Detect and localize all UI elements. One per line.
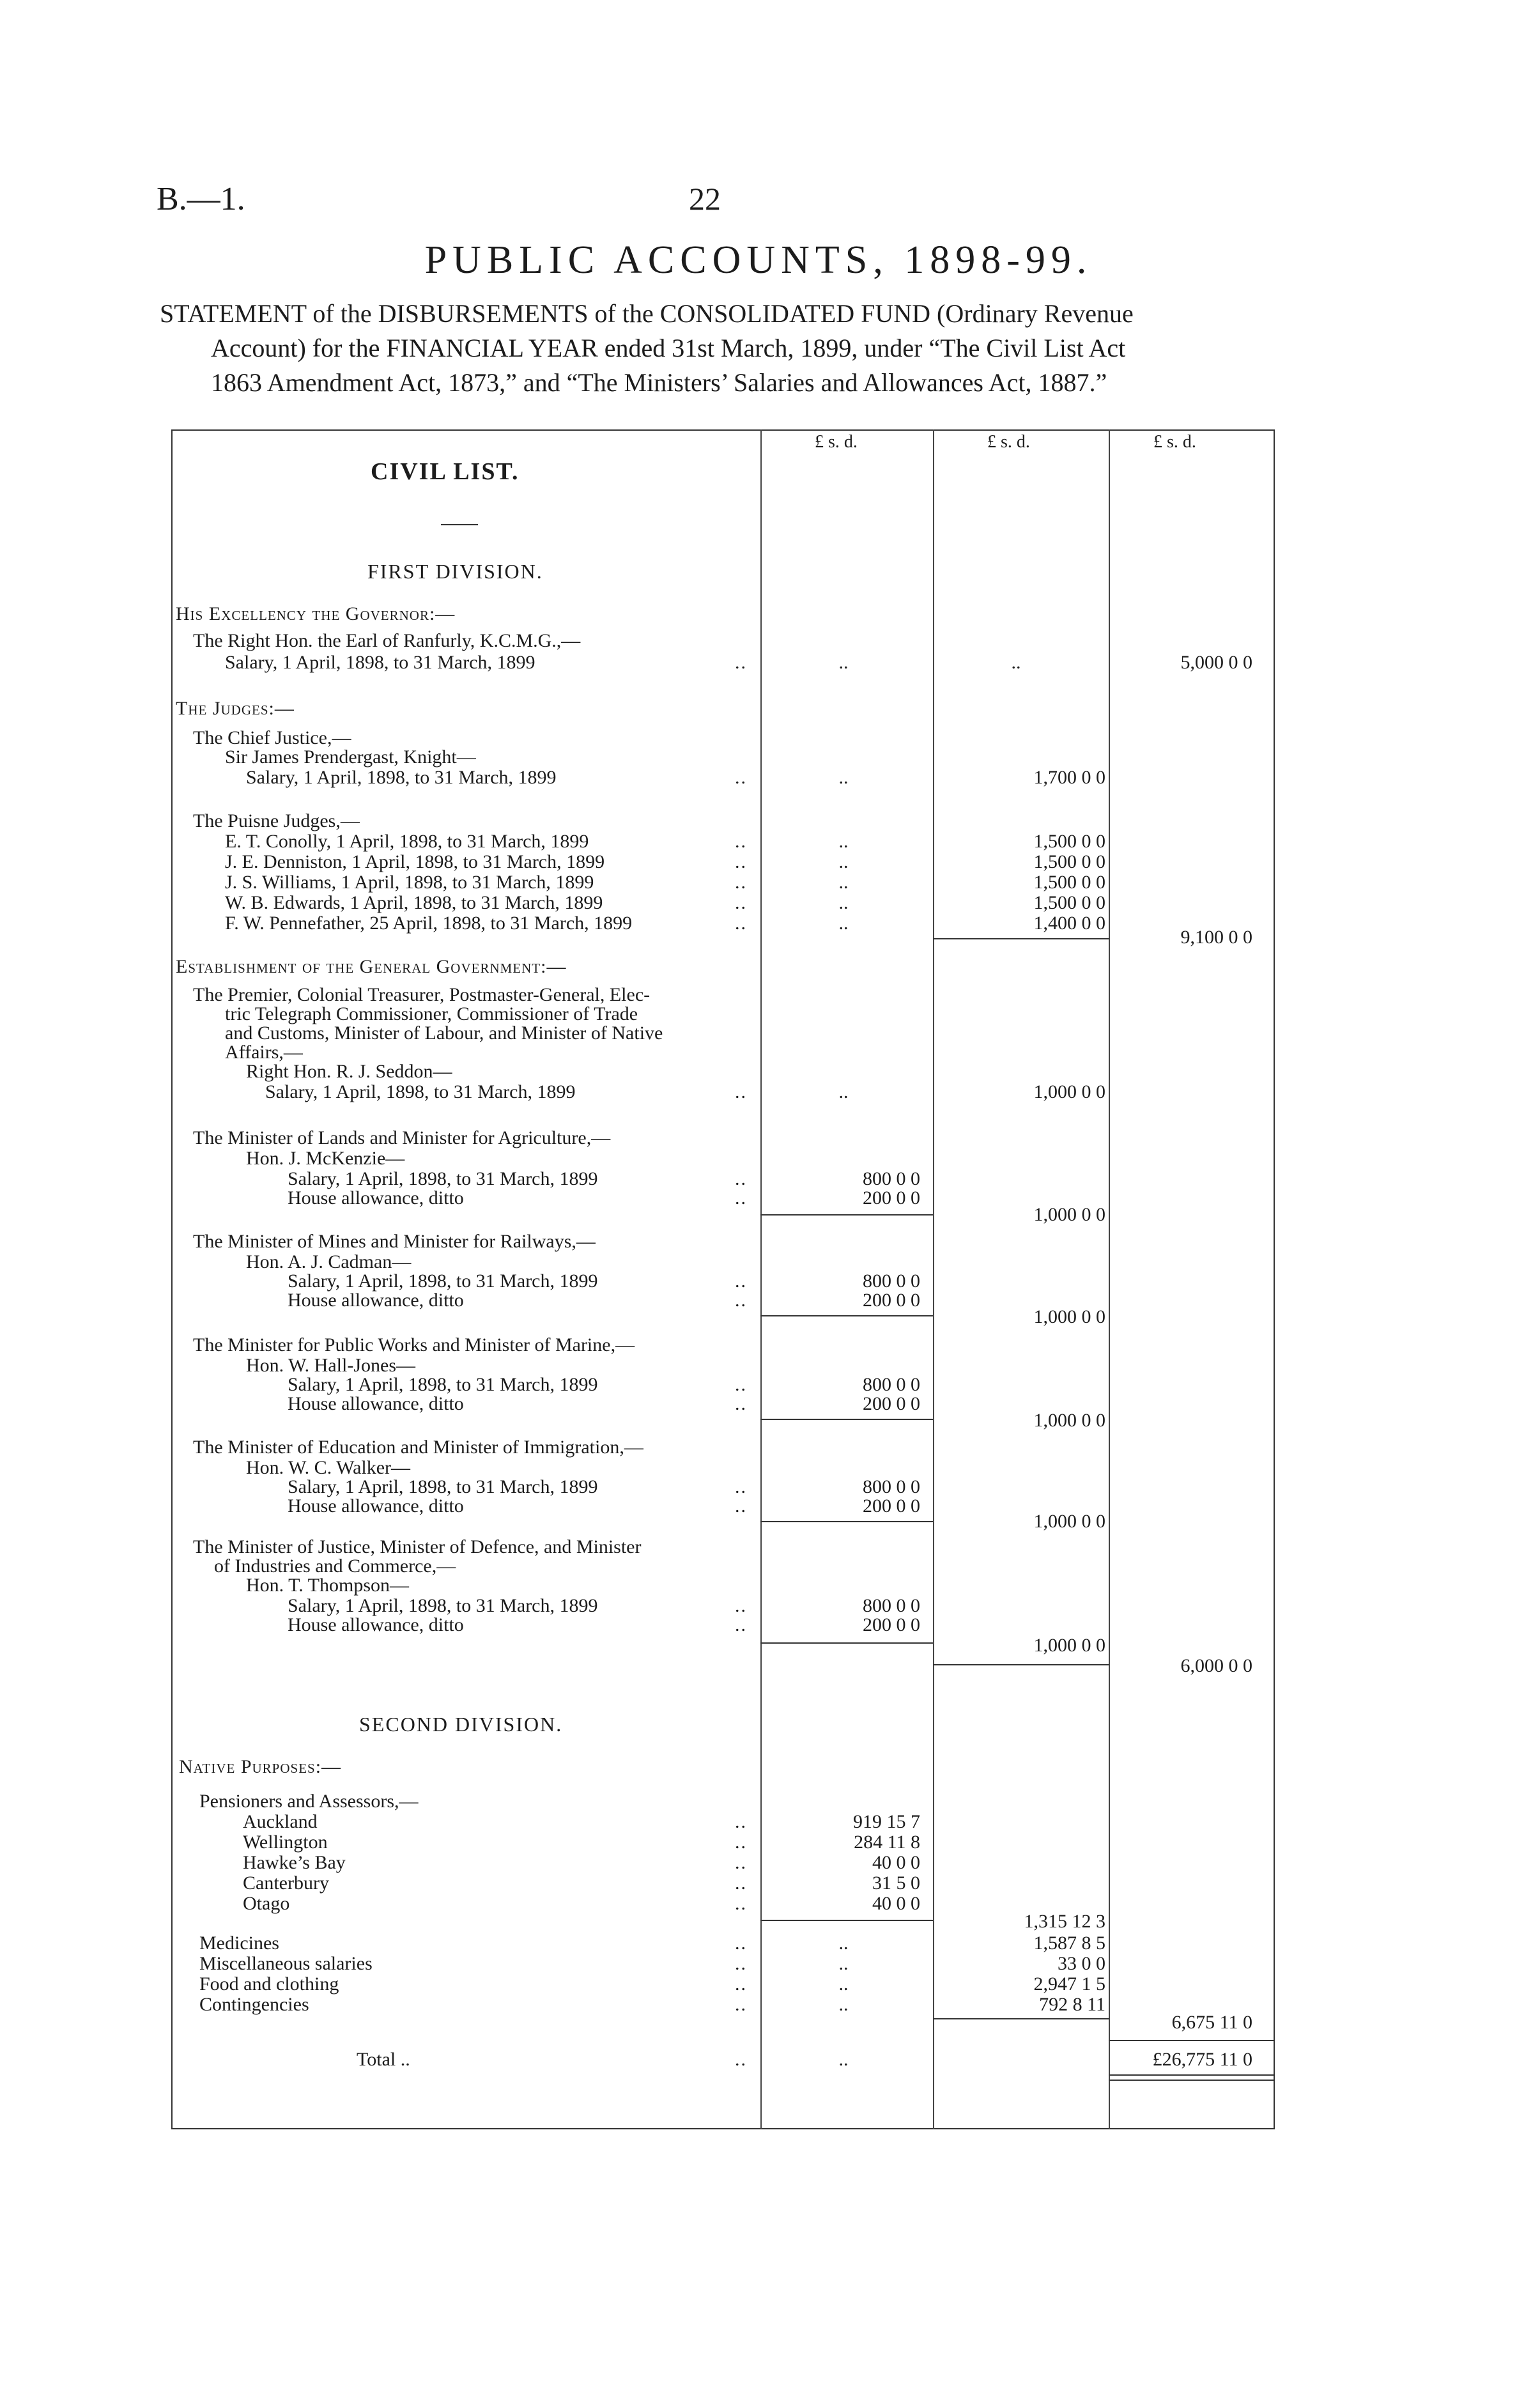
minister-total: 1,000 0 0 <box>1033 1511 1105 1532</box>
leader-dots: .. <box>735 913 747 934</box>
statement-heading <box>160 297 1272 400</box>
district-amount: 919 15 7 <box>853 1811 920 1832</box>
table-row <box>0 1061 1517 1083</box>
table-row <box>0 1953 1517 1975</box>
governor-c2: .. <box>1011 652 1021 673</box>
statement-line-1: STATEMENT of the DISBURSEMENTS of the CONSOLIDATED FUND (Ordinary Revenue <box>160 299 1134 328</box>
leader-dots: .. <box>735 1168 747 1189</box>
governor-heading: His Excellency the Governor:— <box>176 603 456 624</box>
judge-amount: 1,500 0 0 <box>1033 872 1105 893</box>
minister-salary: 800 0 0 <box>863 1476 920 1497</box>
judge-name: E. T. Conolly, 1 April, 1898, to 31 March, 1899 <box>225 831 589 852</box>
leader-dots: .. <box>735 1476 747 1497</box>
native-total: 6,675 11 0 <box>1171 2012 1252 2033</box>
governor-c1: .. <box>838 652 849 673</box>
table-row <box>0 1334 1517 1356</box>
leader-dots: .. <box>735 1393 747 1414</box>
table-row <box>0 1555 1517 1577</box>
judge-name: J. E. Denniston, 1 April, 1898, to 31 March, 1899 <box>225 851 605 872</box>
table-row <box>0 1575 1517 1596</box>
premier-title-line: Affairs,— <box>225 1042 303 1063</box>
minister-total: 1,000 0 0 <box>1033 1306 1105 1327</box>
leader-dots: .. <box>735 1595 747 1616</box>
table-row <box>0 767 1517 789</box>
governor-heading-row <box>0 603 1517 625</box>
leader-dots: .. <box>735 1290 747 1311</box>
total-label: Total .. <box>357 2049 410 2070</box>
table-row <box>0 1081 1517 1103</box>
minister-name: Hon. A. J. Cadman— <box>246 1251 412 1272</box>
judge-c1: .. <box>838 913 849 934</box>
minister-title: The Minister for Public Works and Minister of Marine,— <box>193 1334 635 1355</box>
judge-c1: .. <box>838 851 849 872</box>
table-row <box>0 1832 1517 1853</box>
native-item-c1: .. <box>838 1973 849 1995</box>
native-item-label: Contingencies <box>199 1994 309 2015</box>
judge-amount: 1,500 0 0 <box>1033 892 1105 913</box>
table-row <box>0 984 1517 1006</box>
column-header-3: £ s. d. <box>1153 432 1196 452</box>
governor-salary-label: Salary, 1 April, 1898, to 31 March, 1899 <box>225 652 535 673</box>
leader-dots: .. <box>735 831 747 852</box>
district-label: Otago <box>243 1893 290 1914</box>
table-row <box>0 1933 1517 1954</box>
puisne-judges-title: The Puisne Judges,— <box>193 810 360 831</box>
judge-c1: .. <box>838 831 849 852</box>
column-header-1: £ s. d. <box>815 432 858 452</box>
table-row <box>0 630 1517 652</box>
table-row <box>0 1003 1517 1025</box>
judge-name: F. W. Pennefather, 25 April, 1898, to 31 March, 1899 <box>225 913 633 934</box>
table-row <box>0 746 1517 768</box>
minister-total: 1,000 0 0 <box>1033 1204 1105 1225</box>
judge-name: W. B. Edwards, 1 April, 1898, to 31 March, 1899 <box>225 892 603 913</box>
leader-dots: .. <box>735 1994 747 2015</box>
leader-dots: .. <box>735 1953 747 1974</box>
leader-dots: .. <box>735 1893 747 1914</box>
table-row <box>0 1127 1517 1149</box>
salary-label: Salary, 1 April, 1898, to 31 March, 1899 <box>288 1168 598 1189</box>
district-label: Hawke’s Bay <box>243 1852 346 1873</box>
table-row <box>0 1973 1517 1995</box>
leader-dots: .. <box>735 872 747 893</box>
leader-dots: .. <box>735 1374 747 1395</box>
table-row <box>0 1476 1517 1498</box>
table-row <box>0 1872 1517 1894</box>
minister-total: 1,000 0 0 <box>1033 1410 1105 1431</box>
leader-dots: .. <box>735 851 747 872</box>
first-division-heading: FIRST DIVISION. <box>367 560 543 583</box>
judge-c1: .. <box>838 892 849 913</box>
premier-title-line: tric Telegraph Commissioner, Commissioner of Trade <box>225 1003 638 1024</box>
salary-label: Salary, 1 April, 1898, to 31 March, 1899 <box>288 1476 598 1497</box>
district-label: Auckland <box>243 1811 318 1832</box>
leader-dots: .. <box>735 652 747 673</box>
premier-salary-label: Salary, 1 April, 1898, to 31 March, 1899 <box>265 1081 576 1102</box>
establishment-total: 6,000 0 0 <box>1180 1655 1252 1676</box>
native-item-label: Food and clothing <box>199 1973 339 1995</box>
table-row <box>0 1911 1517 1933</box>
minister-house-allowance: 200 0 0 <box>863 1187 920 1208</box>
table-row <box>0 1023 1517 1044</box>
chief-justice-c1: .. <box>838 767 849 788</box>
minister-house-allowance: 200 0 0 <box>863 1495 920 1517</box>
civil-list-heading: CIVIL LIST. <box>371 458 520 485</box>
salary-label: Salary, 1 April, 1898, to 31 March, 1899 <box>288 1270 598 1292</box>
leader-dots: .. <box>735 1270 747 1292</box>
table-row <box>0 1231 1517 1253</box>
table-row <box>0 1355 1517 1377</box>
native-item-amount: 792 8 11 <box>1039 1994 1105 2015</box>
district-label: Wellington <box>243 1832 328 1853</box>
chief-justice-salary: Salary, 1 April, 1898, to 31 March, 1899 <box>246 767 557 788</box>
chief-justice-name: Sir James Prendergast, Knight— <box>225 746 476 768</box>
leader-dots: .. <box>735 1973 747 1995</box>
judge-name: J. S. Williams, 1 April, 1898, to 31 March, 1899 <box>225 872 594 893</box>
table-row <box>0 1536 1517 1558</box>
table-row <box>0 1852 1517 1874</box>
column-header-2: £ s. d. <box>987 432 1030 452</box>
statement-line-3: 1863 Amendment Act, 1873,” and “The Ministers’ Salaries and Allowances Act, 1887.” <box>211 368 1107 397</box>
judge-amount: 1,400 0 0 <box>1033 913 1105 934</box>
salary-label: Salary, 1 April, 1898, to 31 March, 1899 <box>288 1374 598 1395</box>
table-row <box>0 872 1517 893</box>
minister-total: 1,000 0 0 <box>1033 1635 1105 1656</box>
table-row <box>0 1655 1517 1677</box>
minister-house-allowance: 200 0 0 <box>863 1614 920 1635</box>
table-row <box>0 652 1517 674</box>
pensioners-label: Pensioners and Assessors,— <box>199 1791 419 1812</box>
table-row <box>0 1148 1517 1169</box>
house-allowance-label: House allowance, ditto <box>288 1614 464 1635</box>
heading-dash <box>441 524 478 525</box>
table-row <box>0 831 1517 853</box>
premier-amount: 1,000 0 0 <box>1033 1081 1105 1102</box>
leader-dots: .. <box>735 1614 747 1635</box>
leader-dots: .. <box>735 2049 747 2070</box>
leader-dots: .. <box>735 1872 747 1894</box>
judges-total: 9,100 0 0 <box>1180 927 1252 948</box>
native-item-amount: 33 0 0 <box>1058 1953 1105 1974</box>
table-row <box>0 810 1517 832</box>
table-row <box>0 1204 1517 1226</box>
table-row <box>0 1437 1517 1458</box>
leader-dots: .. <box>735 767 747 788</box>
table-row <box>0 1042 1517 1063</box>
page-number: 22 <box>689 181 721 217</box>
governor-total: 5,000 0 0 <box>1180 652 1252 673</box>
total-row <box>0 2049 1517 2071</box>
table-row <box>0 892 1517 914</box>
governor-name: The Right Hon. the Earl of Ranfurly, K.C.M.G.,— <box>193 630 581 651</box>
house-allowance-label: House allowance, ditto <box>288 1393 464 1414</box>
table-row <box>0 1270 1517 1292</box>
minister-title: of Industries and Commerce,— <box>214 1555 456 1577</box>
total-rule <box>1109 2040 1275 2041</box>
leader-dots: .. <box>735 1852 747 1873</box>
minister-name: Hon. T. Thompson— <box>246 1575 410 1596</box>
minister-title: The Minister of Justice, Minister of Defence, and Minister <box>193 1536 642 1557</box>
judge-c1: .. <box>838 872 849 893</box>
judges-heading: The Judges:— <box>176 698 295 719</box>
table-row <box>0 2012 1517 2034</box>
table-row <box>0 1791 1517 1812</box>
leader-dots: .. <box>735 1832 747 1853</box>
district-amount: 284 11 8 <box>854 1832 920 1853</box>
minister-title: The Minister of Lands and Minister for Agriculture,— <box>193 1127 611 1148</box>
leader-dots: .. <box>735 1811 747 1832</box>
establishment-heading: Establishment of the General Government:— <box>176 956 567 977</box>
judge-amount: 1,500 0 0 <box>1033 851 1105 872</box>
leader-dots: .. <box>735 1495 747 1517</box>
document-code: B.—1. <box>157 181 245 217</box>
district-amount: 31 5 0 <box>872 1872 920 1894</box>
table-row <box>0 927 1517 948</box>
judges-heading-row <box>0 698 1517 720</box>
chief-justice-amount: 1,700 0 0 <box>1033 767 1105 788</box>
total-c1: .. <box>838 2049 849 2070</box>
second-division-heading: SECOND DIVISION. <box>359 1713 563 1736</box>
house-allowance-label: House allowance, ditto <box>288 1187 464 1208</box>
premier-name: Right Hon. R. J. Seddon— <box>246 1061 452 1082</box>
minister-salary: 800 0 0 <box>863 1168 920 1189</box>
native-heading-row <box>0 1756 1517 1778</box>
minister-name: Hon. J. McKenzie— <box>246 1148 405 1169</box>
minister-house-allowance: 200 0 0 <box>863 1393 920 1414</box>
table-row <box>0 727 1517 749</box>
statement-line-2: Account) for the FINANCIAL YEAR ended 31st March, 1899, under “The Civil List Act <box>211 334 1126 362</box>
native-item-amount: 2,947 1 5 <box>1033 1973 1105 1995</box>
table-row <box>0 1251 1517 1273</box>
district-amount: 40 0 0 <box>872 1852 920 1873</box>
chief-justice-title: The Chief Justice,— <box>193 727 351 748</box>
table-row <box>0 1635 1517 1656</box>
native-item-amount: 1,587 8 5 <box>1033 1933 1105 1954</box>
table-row <box>0 1168 1517 1190</box>
table-row <box>0 1374 1517 1396</box>
minister-name: Hon. W. C. Walker— <box>246 1457 411 1478</box>
grand-total: £26,775 11 0 <box>1152 2049 1252 2070</box>
native-item-c1: .. <box>838 1994 849 2015</box>
judge-amount: 1,500 0 0 <box>1033 831 1105 852</box>
native-item-c1: .. <box>838 1953 849 1974</box>
table-row <box>0 1457 1517 1479</box>
salary-label: Salary, 1 April, 1898, to 31 March, 1899 <box>288 1595 598 1616</box>
premier-c1: .. <box>838 1081 849 1102</box>
leader-dots: .. <box>735 1081 747 1102</box>
table-row <box>0 1811 1517 1833</box>
district-amount: 40 0 0 <box>872 1893 920 1914</box>
minister-title: The Minister of Education and Minister of Immigration,— <box>193 1437 643 1458</box>
premier-title-line: and Customs, Minister of Labour, and Minister of Native <box>225 1023 663 1044</box>
table-row <box>0 1595 1517 1617</box>
pensioners-total: 1,315 12 3 <box>1024 1911 1105 1932</box>
native-purposes-heading: Native Purposes:— <box>179 1756 342 1777</box>
page-title: PUBLIC ACCOUNTS, 1898-99. <box>424 238 1093 282</box>
minister-salary: 800 0 0 <box>863 1374 920 1395</box>
total-double-rule-1 <box>1109 2074 1275 2076</box>
native-item-label: Miscellaneous salaries <box>199 1953 373 1974</box>
house-allowance-label: House allowance, ditto <box>288 1495 464 1517</box>
table-row <box>0 851 1517 873</box>
native-item-c1: .. <box>838 1933 849 1954</box>
total-double-rule-2 <box>1109 2080 1275 2081</box>
table-row <box>0 1511 1517 1532</box>
minister-house-allowance: 200 0 0 <box>863 1290 920 1311</box>
minister-title: The Minister of Mines and Minister for Railways,— <box>193 1231 596 1252</box>
leader-dots: .. <box>735 1933 747 1954</box>
premier-title-line: The Premier, Colonial Treasurer, Postmaster-General, Elec- <box>193 984 651 1005</box>
leader-dots: .. <box>735 1187 747 1208</box>
leader-dots: .. <box>735 892 747 913</box>
minister-salary: 800 0 0 <box>863 1595 920 1616</box>
district-label: Canterbury <box>243 1872 329 1894</box>
native-item-label: Medicines <box>199 1933 279 1954</box>
establishment-heading-row <box>0 956 1517 978</box>
table-row <box>0 1306 1517 1328</box>
house-allowance-label: House allowance, ditto <box>288 1290 464 1311</box>
minister-salary: 800 0 0 <box>863 1270 920 1292</box>
table-row <box>0 1614 1517 1636</box>
table-row <box>0 1410 1517 1432</box>
minister-name: Hon. W. Hall-Jones— <box>246 1355 415 1376</box>
